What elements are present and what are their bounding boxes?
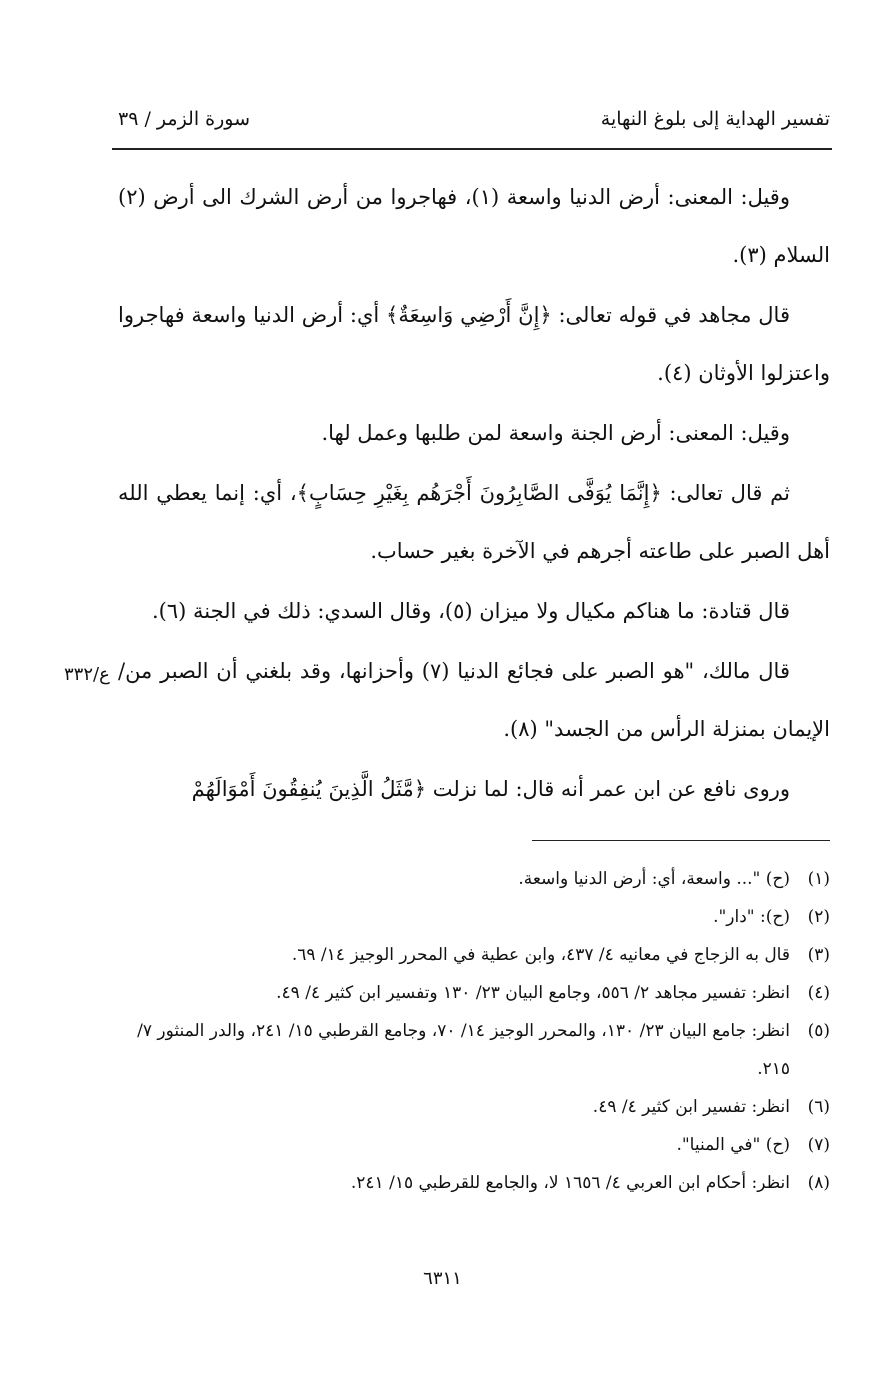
footnote-item	[118, 860, 830, 898]
paragraph: قال قتادة: ما هناكم مكيال ولا ميزان (٥)، وقال السدي: ذلك في الجنة (٦).	[151, 599, 790, 623]
paragraph: قال مجاهد في قوله تعالى: ﴿إِنَّ أَرْضِي وَاسِعَةٌ﴾ أي: أرض الدنيا واسعة فهاجروا واعتزلوا الأوثان (٤).	[118, 303, 830, 385]
footnote-number: (٣)	[807, 945, 830, 965]
footnote-number: (٨)	[807, 1173, 830, 1193]
footnote-item	[118, 936, 830, 974]
book-title: تفسير الهداية إلى بلوغ النهاية	[600, 108, 830, 130]
footnote-text: قال به الزجاج في معانيه ٤/ ٤٣٧، وابن عطية في المحرر الوجيز ١٤/ ٦٩.	[291, 945, 790, 965]
running-header	[118, 108, 830, 142]
footnotes	[118, 860, 830, 1202]
surah-page-label: سورة الزمر / ٣٩	[118, 108, 251, 130]
footnote-item	[118, 1126, 830, 1164]
main-text	[118, 168, 830, 820]
footnote-text: (ح): "دار".	[713, 907, 790, 927]
footnote-number: (٧)	[807, 1135, 830, 1155]
footnote-text: انظر: تفسير مجاهد ٢/ ٥٥٦، وجامع البيان ٢٣/ ١٣٠ وتفسير ابن كثير ٤/ ٤٩.	[276, 983, 790, 1003]
paragraph: قال مالك، "هو الصبر على فجائع الدنيا (٧) وأحزانها، وقد بلغني أن الصبر من/ الإيمان بمنزلة الرأس من الجسد" (٨).	[118, 659, 830, 741]
page-number: ٦٣١١	[423, 1268, 462, 1289]
paragraph: وقيل: المعنى: أرض الجنة واسعة لمن طلبها وعمل لها.	[321, 421, 790, 445]
header-rule	[112, 148, 832, 150]
paragraph: ثم قال تعالى: ﴿إِنَّمَا يُوَفَّى الصَّابِرُونَ أَجْرَهُم بِغَيْرِ حِسَابٍ﴾، أي: إنما يعطي الله أهل الصبر على طاعته أجرهم في الآخرة بغير حساب.	[118, 481, 830, 563]
footnote-text: انظر: جامع البيان ٢٣/ ١٣٠، والمحرر الوجيز ١٤/ ٧٠، وجامع القرطبي ١٥/ ٢٤١، والدر المنثور ٧/ ٢١٥.	[137, 1021, 790, 1079]
footnote-item	[118, 974, 830, 1012]
footnote-text: (ح) "في المنيا".	[676, 1135, 790, 1155]
manuscript-margin-note: ع/٣٣٢	[64, 664, 110, 685]
footnote-text: (ح) "... واسعة، أي: أرض الدنيا واسعة.	[518, 869, 790, 889]
paragraph: وروى نافع عن ابن عمر أنه قال: لما نزلت ﴿مَّثَلُ الَّذِينَ يُنفِقُونَ أَمْوَالَهُمْ	[191, 777, 790, 801]
footnote-number: (١)	[807, 869, 830, 889]
footnote-number: (٦)	[807, 1097, 830, 1117]
footnote-rule	[532, 840, 830, 841]
footnote-item	[118, 1012, 830, 1088]
footnote-number: (٢)	[807, 907, 830, 927]
footnote-number: (٥)	[807, 1021, 830, 1041]
paragraph: وقيل: المعنى: أرض الدنيا واسعة (١)، فهاجروا من أرض الشرك الى أرض (٢) السلام (٣).	[118, 185, 830, 267]
footnote-text: انظر: تفسير ابن كثير ٤/ ٤٩.	[592, 1097, 790, 1117]
footnote-text: انظر: أحكام ابن العربي ٤/ ١٦٥٦ لا، والجامع للقرطبي ١٥/ ٢٤١.	[350, 1173, 790, 1193]
footnote-item	[118, 1088, 830, 1126]
footnote-item	[118, 1164, 830, 1202]
footnote-number: (٤)	[807, 983, 830, 1003]
footnote-item	[118, 898, 830, 936]
